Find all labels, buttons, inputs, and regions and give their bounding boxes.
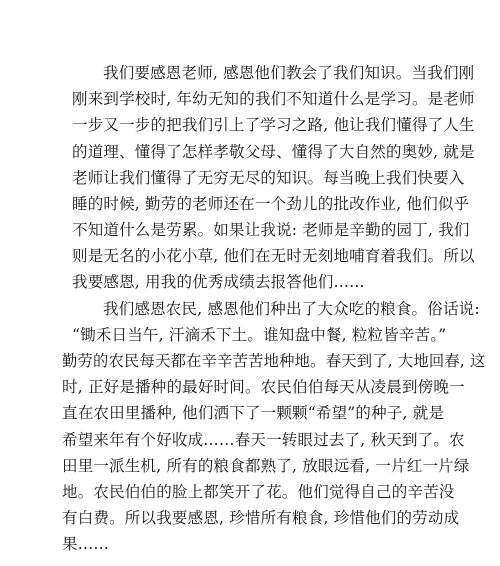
paragraph-1-line-9: 我要感恩, 用我的优秀成绩去报答他们……	[72, 273, 365, 291]
paragraph-2-line-1: 我们感恩农民, 感恩他们种出了大众吃的粮食。俗话说:	[103, 300, 480, 318]
paragraph-2-line-5: 直在农田里播种, 他们洒下了一颗颗“希望”的种子, 就是	[62, 404, 445, 422]
paragraph-1-line-2: 刚来到学校时, 年幼无知的我们不知道什么是学习。是老师	[72, 90, 475, 108]
paragraph-2-line-9: 有白费。所以我要感恩, 珍惜所有粮食, 珍惜他们的劳动成	[62, 509, 460, 527]
paragraph-1-line-5: 老师让我们懂得了无穷无尽的知识。每当晚上我们快要入	[72, 169, 465, 187]
paragraph-1-line-7: 不知道什么是劳累。如果让我说: 老师是辛勤的园丁, 我们	[72, 221, 470, 239]
paragraph-1-line-8: 则是无名的小花小草, 他们在无时无刻地哺育着我们。所以	[72, 247, 475, 265]
paragraph-1-line-1: 我们要感恩老师, 感恩他们教会了我们知识。当我们刚	[103, 64, 475, 82]
paragraph-1-line-3: 一步又一步的把我们引上了学习之路, 他让我们懂得了人生	[72, 116, 475, 134]
paragraph-2-line-8: 地。农民伯伯的脸上都笑开了花。他们觉得自己的辛苦没	[62, 483, 455, 501]
paragraph-2-line-3: 勤劳的农民每天都在辛辛苦苦地种地。春天到了, 大地回春, 这	[62, 352, 486, 370]
paragraph-2-line-2: “锄禾日当午, 汗滴禾下土。谁知盘中餐, 粒粒皆辛苦。”	[72, 326, 447, 344]
paragraph-2-line-7: 田里一派生机, 所有的粮食都熟了, 放眼远看, 一片红一片绿	[62, 457, 470, 475]
paragraph-2-line-6: 希望来年有个好收成……春天一转眼过去了, 秋天到了。农	[62, 431, 465, 449]
paragraph-2-line-4: 时, 正好是播种的最好时间。农民伯伯每天从凌晨到傍晚一	[62, 378, 465, 396]
paragraph-1-line-6: 睡的时候, 勤劳的老师还在一个劲儿的批改作业, 他们似乎	[72, 195, 470, 213]
paragraph-2-line-10: 果……	[62, 535, 110, 553]
paragraph-1-line-4: 的道理、懂得了怎样孝敬父母、懂得了大自然的奥妙, 就是	[72, 143, 475, 161]
